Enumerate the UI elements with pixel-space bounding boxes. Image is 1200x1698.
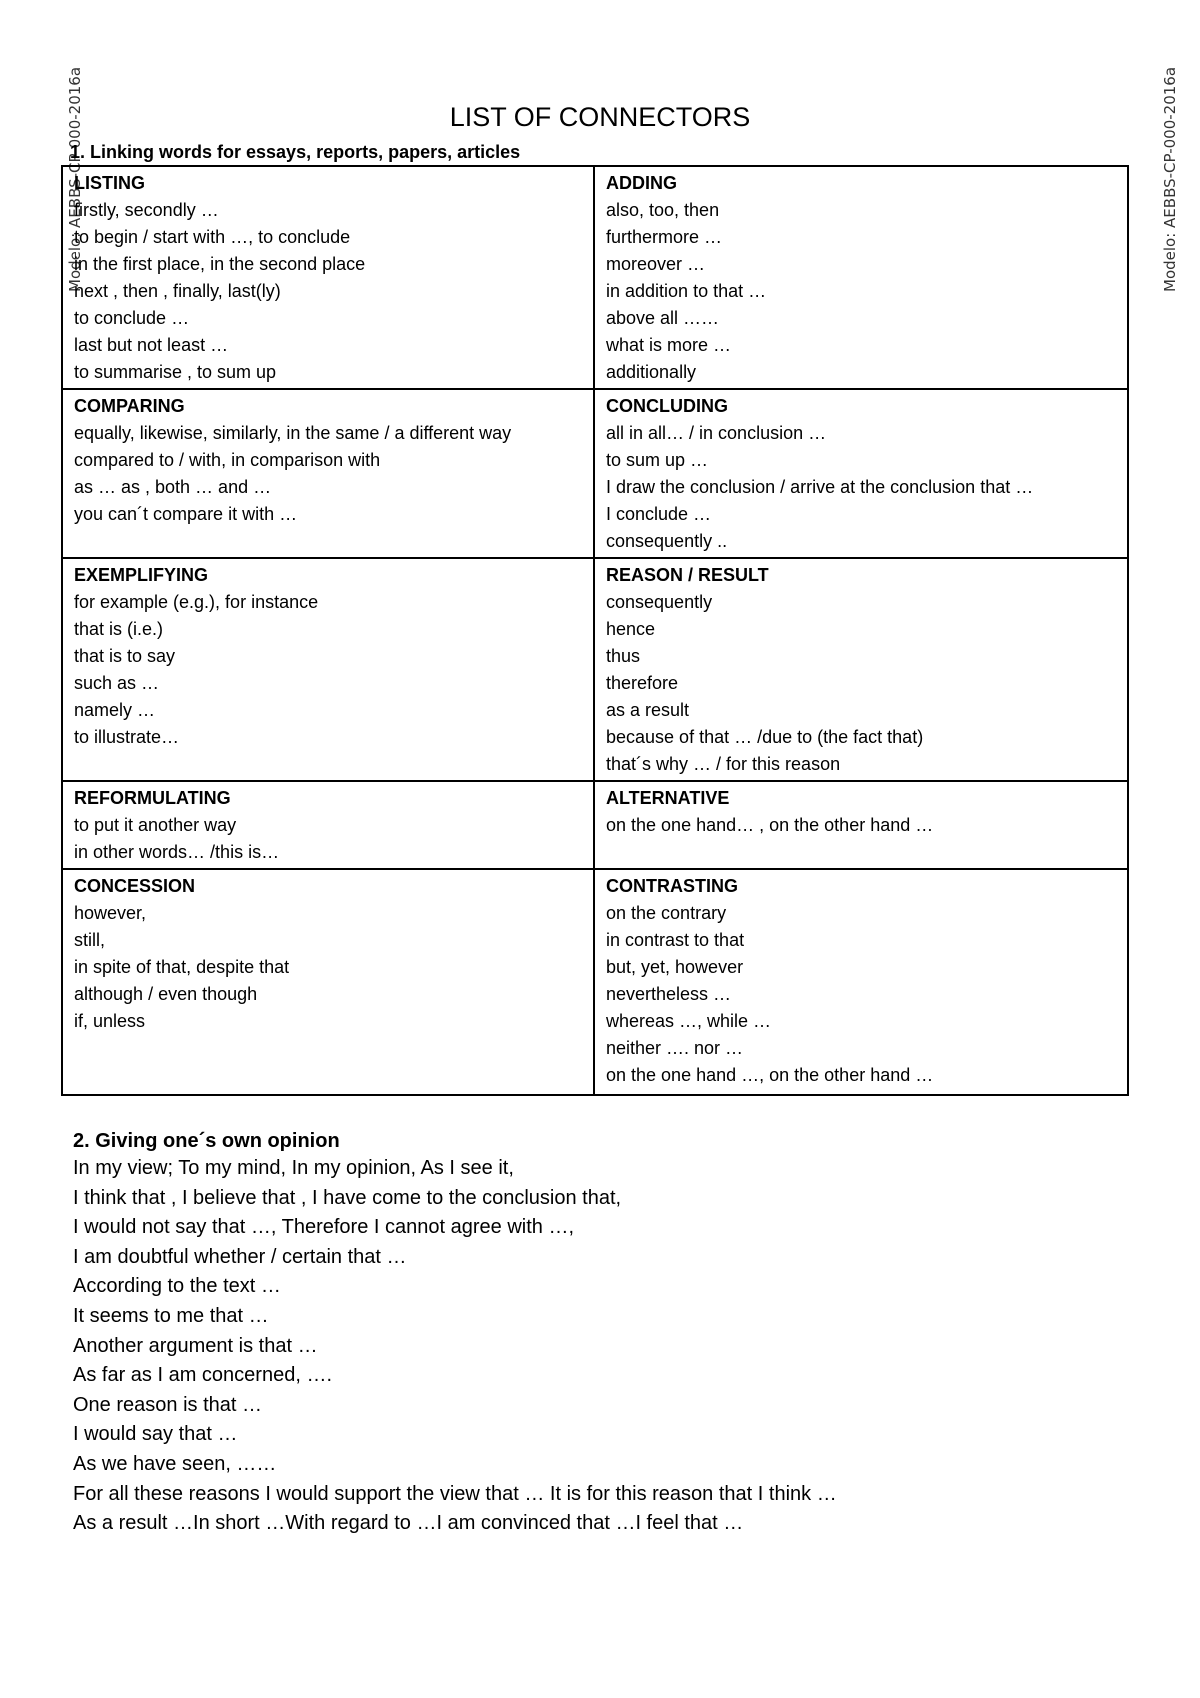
connector-phrase: therefore — [606, 673, 679, 693]
opinion-phrase-line: In my view; To my mind, In my opinion, As I see it, — [73, 1157, 514, 1179]
connector-phrase: I conclude … — [606, 504, 712, 524]
category-header: CONCESSION — [74, 876, 196, 896]
connector-phrase: compared to / with, in comparison with — [74, 450, 381, 470]
category-header: ADDING — [606, 173, 677, 193]
connector-category-cell — [594, 869, 1128, 1095]
opinion-phrase-line: I am doubtful whether / certain that … — [73, 1245, 407, 1268]
connector-phrase: equally, likewise, similarly, in the same / a different way — [74, 423, 512, 443]
connector-phrase: such as … — [74, 673, 160, 693]
connector-phrase: for example (e.g.), for instance — [74, 592, 319, 612]
connectors-table-body — [62, 166, 1128, 1095]
opinion-phrase-line: I would say that … — [73, 1423, 238, 1446]
connector-phrase: nevertheless … — [606, 984, 732, 1004]
opinion-phrase-line: As we have seen, …… — [73, 1452, 277, 1475]
opinion-phrase-line: For all these reasons I would support the view that … It is for this reason that I think … — [73, 1482, 837, 1505]
connector-row — [62, 558, 1128, 781]
connector-category-cell — [594, 558, 1128, 781]
category-header: CONTRASTING — [606, 876, 738, 896]
connector-phrase: that is to say — [74, 646, 176, 666]
connector-phrase: in the first place, in the second place — [74, 254, 366, 274]
connector-phrase: on the contrary — [606, 903, 727, 923]
connector-phrase: in spite of that, despite that — [74, 957, 290, 977]
connector-phrase: consequently .. — [606, 531, 728, 551]
connector-phrase: on the one hand… , on the other hand … — [606, 815, 934, 835]
connector-phrase: to sum up … — [606, 450, 709, 470]
connector-phrase: as a result — [606, 700, 690, 720]
connector-category-cell — [594, 166, 1128, 389]
opinion-phrases-list — [73, 1154, 837, 1539]
connector-category-cell — [62, 166, 594, 389]
connector-phrase: as … as , both … and … — [74, 477, 272, 497]
connector-phrase: you can´t compare it with … — [74, 504, 298, 524]
connector-phrase: additionally — [606, 362, 697, 382]
connector-category-cell — [62, 558, 594, 781]
category-header: EXEMPLIFYING — [74, 565, 209, 585]
connector-phrase: next , then , finally, last(ly) — [74, 281, 281, 301]
connector-phrase: to summarise , to sum up — [74, 362, 277, 382]
opinion-phrase-line: According to the text … — [73, 1275, 281, 1298]
connector-phrase: to put it another way — [74, 815, 237, 835]
opinion-phrase-line: Another argument is that … — [73, 1334, 318, 1357]
connector-row — [62, 166, 1128, 389]
category-header: REFORMULATING — [74, 788, 231, 808]
connector-phrase: although / even though — [74, 984, 258, 1004]
connector-phrase: above all …… — [606, 308, 720, 328]
model-code-watermark-right: Modelo: AEBBS-CP-000-2016a — [1161, 66, 1179, 292]
connector-phrase: that´s why … / for this reason — [606, 754, 841, 774]
connector-phrase: on the one hand …, on the other hand … — [606, 1065, 934, 1085]
connector-phrase: thus — [606, 646, 641, 666]
connector-phrase: all in all… / in conclusion … — [606, 423, 827, 443]
connector-category-cell — [62, 869, 594, 1095]
connector-phrase: consequently — [606, 592, 713, 612]
connectors-table — [61, 165, 1129, 1096]
connector-phrase: to conclude … — [74, 308, 190, 328]
section-1-heading: 1. Linking words for essays, reports, papers, articles — [70, 142, 521, 162]
connector-phrase: however, — [74, 903, 147, 923]
opinion-phrase-line: As far as I am concerned, …. — [73, 1364, 332, 1387]
connector-phrase: neither …. nor … — [606, 1038, 744, 1058]
model-code-watermark: Modelo: AEBBS-CP-000-2016a — [66, 66, 84, 292]
section-2-heading: 2. Giving one´s own opinion — [73, 1130, 340, 1152]
connector-phrase: in other words… /this is… — [74, 842, 280, 862]
connector-category-cell — [62, 781, 594, 869]
category-header: CONCLUDING — [606, 396, 728, 416]
connector-row — [62, 389, 1128, 558]
connector-phrase: if, unless — [74, 1011, 146, 1031]
connector-phrase: firstly, secondly … — [74, 200, 219, 220]
opinion-phrase-line: As a result …In short …With regard to …I am convinced that …I feel that … — [73, 1512, 744, 1535]
connector-phrase: still, — [74, 930, 105, 950]
connector-row — [62, 869, 1128, 1095]
category-header: ALTERNATIVE — [606, 788, 730, 808]
opinion-phrase-line: I would not say that …, Therefore I cannot agree with …, — [73, 1216, 575, 1239]
category-header: LISTING — [74, 173, 145, 193]
connector-phrase: whereas …, while … — [606, 1011, 772, 1031]
connector-phrase: in contrast to that — [606, 930, 745, 950]
category-header: REASON / RESULT — [606, 565, 769, 585]
connector-phrase: to begin / start with …, to conclude — [74, 227, 351, 247]
connector-phrase: namely … — [74, 700, 156, 720]
connector-phrase: last but not least … — [74, 335, 229, 355]
connector-phrase: what is more … — [606, 335, 732, 355]
connector-phrase: moreover … — [606, 254, 706, 274]
connector-row — [62, 781, 1128, 869]
connector-category-cell — [594, 389, 1128, 558]
connector-phrase: because of that … /due to (the fact that) — [606, 727, 924, 747]
connector-phrase: to illustrate… — [74, 727, 180, 747]
connector-phrase: that is (i.e.) — [74, 619, 164, 639]
connector-phrase: I draw the conclusion / arrive at the conclusion that … — [606, 477, 1034, 497]
connector-phrase: in addition to that … — [606, 281, 767, 301]
connector-category-cell — [62, 389, 594, 558]
opinion-phrase-line: It seems to me that … — [73, 1304, 269, 1327]
opinion-phrase-line: One reason is that … — [73, 1393, 262, 1416]
page-title: LIST OF CONNECTORS — [449, 102, 751, 132]
category-header: COMPARING — [74, 396, 185, 416]
connector-category-cell — [594, 781, 1128, 869]
connector-phrase: furthermore … — [606, 227, 723, 247]
connector-phrase: hence — [606, 619, 656, 639]
connector-phrase: also, too, then — [606, 200, 720, 220]
opinion-phrase-line: I think that , I believe that , I have come to the conclusion that, — [73, 1186, 622, 1209]
opinion-section — [73, 1128, 837, 1539]
connector-phrase: but, yet, however — [606, 957, 744, 977]
